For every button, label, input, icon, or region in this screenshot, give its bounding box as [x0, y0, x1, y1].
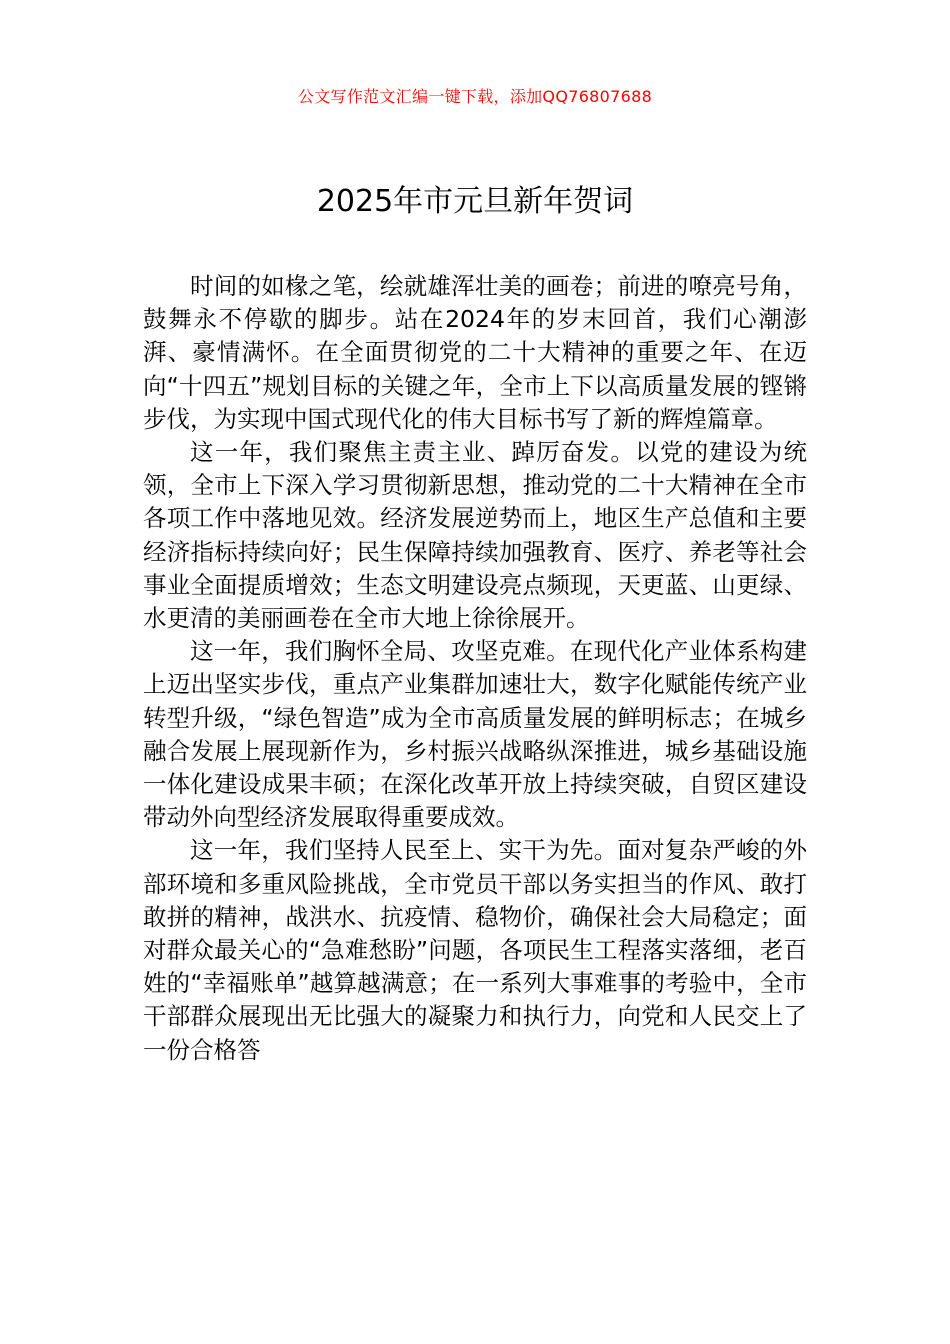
paragraph-overall: 这一年，我们胸怀全局、攻坚克难。在现代化产业体系构建上迈出坚实步伐，重点产业集群加速壮大，数字化赋能传统产业转型升级，“绿色智造”成为全市高质量发展的鲜明标志；在城乡融合发展上展现新作为，乡村振兴战略纵深推进，城乡基础设施一体化建设成果丰硕；在深化改革开放上持续突破，自贸区建设带动外向型经济发展取得重要成效。	[143, 637, 807, 832]
paragraph-intro: 时间的如椽之笔，绘就雄浑壮美的画卷；前进的嘹亮号角，鼓舞永不停歇的脚步。站在2024年的岁末回首，我们心潮澎湃、豪情满怀。在全面贯彻党的二十大精神的重要之年、在迈向“十四五”规划目标的关键之年，全市上下以高质量发展的铿锵步伐，为实现中国式现代化的伟大目标书写了新的辉煌篇章。	[143, 272, 807, 433]
document-title: 2025年市元旦新年贺词	[316, 184, 634, 219]
document-body	[143, 270, 807, 1067]
paragraph-focus: 这一年，我们聚焦主责主业、踔厉奋发。以党的建设为统领，全市上下深入学习贯彻新思想，推动党的二十大精神在全市各项工作中落地见效。经济发展逆势而上，地区生产总值和主要经济指标持续向好；民生保障持续加强教育、医疗、养老等社会事业全面提质增效；生态文明建设亮点频现，天更蓝、山更绿、水更清的美丽画卷在全市大地上徐徐展开。	[143, 438, 807, 633]
paragraph-people: 这一年，我们坚持人民至上、实干为先。面对复杂严峻的外部环境和多重风险挑战，全市党员干部以务实担当的作风、敢打敢拼的精神，战洪水、抗疫情、稳物价，确保社会大局稳定；面对群众最关心的“急难愁盼”问题，各项民生工程落实落细，老百姓的“幸福账单”越算越满意；在一系列大事难事的考验中，全市干部群众展现出无比强大的凝聚力和执行力，向党和人民交上了一份合格答	[143, 836, 807, 1064]
download-watermark: 公文写作范文汇编一键下载，添加QQ76807688	[297, 87, 653, 106]
